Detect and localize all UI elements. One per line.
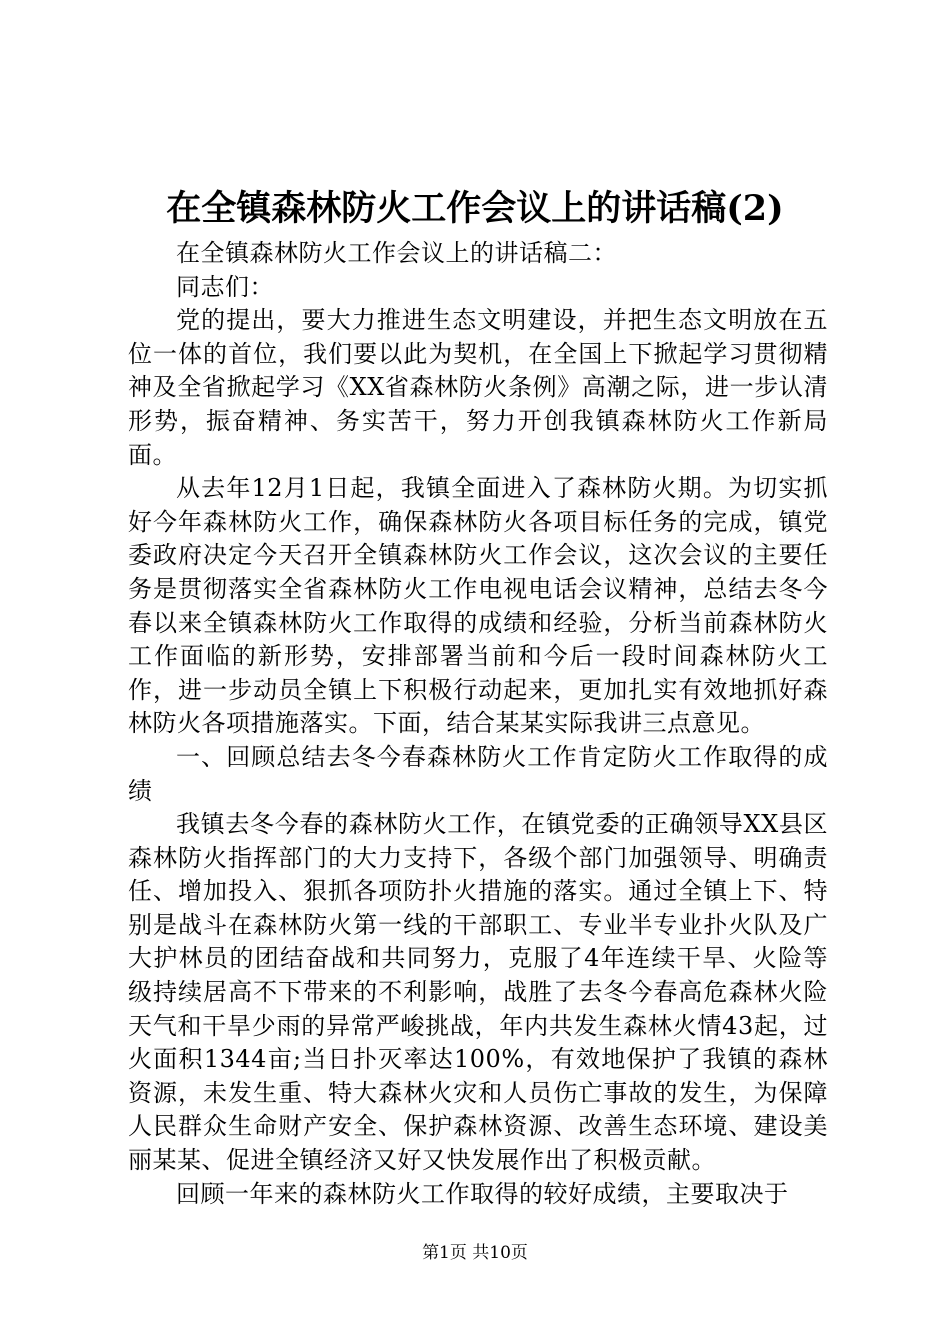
document-body: [128, 237, 828, 1211]
paragraph-subtitle: 在全镇森林防火工作会议上的讲话稿二：: [176, 239, 617, 267]
paragraph: 回顾一年来的森林防火工作取得的较好成绩，主要取决于: [176, 1179, 789, 1208]
paragraph: 党的提出，要大力推进生态文明建设，并把生态文明放在五位一体的首位，我们要以此为契机，在全国上下掀起学习贯彻精神及全省掀起学习《XX省森林防火条例》高潮之际，进一步认清形势，振奋精神、务实苦干，努力开创我镇森林防火工作新局面。: [128, 306, 828, 469]
paragraph: 我镇去冬今春的森林防火工作，在镇党委的正确领导XX县区森林防火指挥部门的大力支持下，各级个部门加强领导、明确责任、增加投入、狠抓各项防扑火措施的落实。通过全镇上下、特别是战斗在森林防火第一线的干部职工、专业半专业扑火队及广大护林员的团结奋战和共同努力，克服了4年连续干旱、火险等级持续居高不下带来的不利影响，战胜了去冬今春高危森林火险天气和干旱少雨的异常严峻挑战，年内共发生森林火情43起，过火面积1344亩;当日扑灭率达100%，有效地保护了我镇的森林资源，未发生重、特大森林火灾和人员伤亡事故的发生，为保障人民群众生命财产安全、保护森林资源、改善生态环境、建设美丽某某、促进全镇经济又好又快发展作出了积极贡献。: [128, 810, 828, 1175]
page-footer: 第1页 共10页: [422, 1243, 528, 1263]
document-title: 在全镇森林防火工作会议上的讲话稿(2): [166, 188, 784, 229]
paragraph: 从去年12月1日起，我镇全面进入了森林防火期。为切实抓好今年森林防火工作，确保森林防火各项目标任务的完成，镇党委政府决定今天召开全镇森林防火工作会议，这次会议的主要任务是贯彻落实全省森林防火工作电视电话会议精神，总结去冬今春以来全镇森林防火工作取得的成绩和经验，分析当前森林防火工作面临的新形势，安排部署当前和今后一段时间森林防火工作，进一步动员全镇上下积极行动起来，更加扎实有效地抓好森林防火各项措施落实。下面，结合某某实际我讲三点意见。: [128, 474, 828, 738]
section-heading: 一、回顾总结去冬今春森林防火工作肯定防火工作取得的成绩: [128, 742, 828, 805]
paragraph-salutation: 同志们：: [176, 272, 274, 301]
